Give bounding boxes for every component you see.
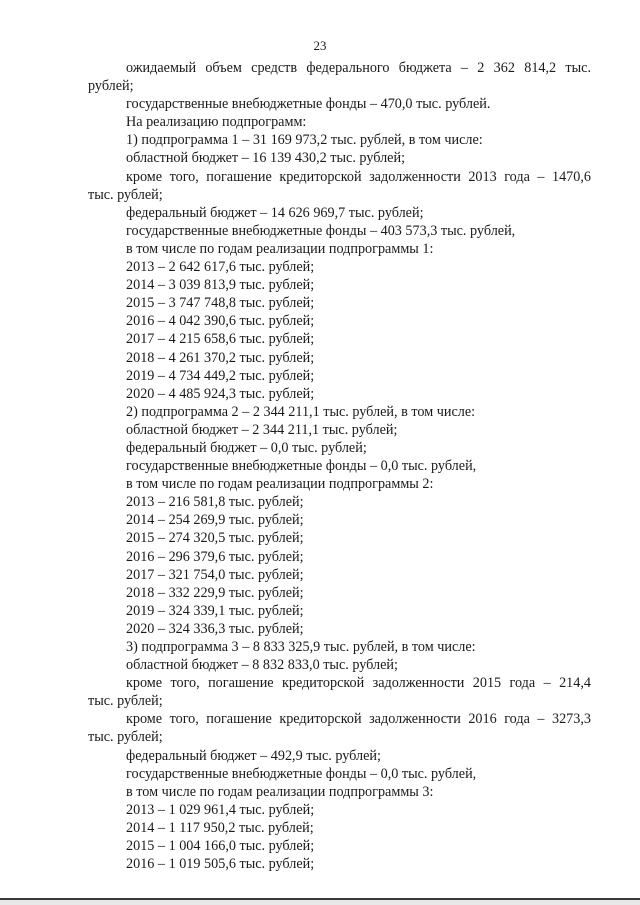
document-line: 2016 – 1 019 505,6 тыс. рублей; (126, 856, 315, 873)
document-line: тыс. рублей; (88, 693, 163, 710)
document-line: 2013 – 1 029 961,4 тыс. рублей; (126, 801, 315, 818)
document-line: кроме того, погашение кредиторской задолженности 2015 года – 214,4 (126, 675, 591, 692)
document-line: 2018 – 332 229,9 тыс. рублей; (126, 584, 304, 601)
document-line: в том числе по годам реализации подпрограммы 2: (126, 476, 434, 493)
document-body (88, 59, 591, 873)
document-line: федеральный бюджет – 14 626 969,7 тыс. рублей; (126, 204, 424, 221)
document-line: в том числе по годам реализации подпрограммы 1: (126, 240, 434, 257)
document-line: кроме того, погашение кредиторской задолженности 2013 года – 1470,6 (126, 168, 591, 185)
document-line: 3) подпрограмма 3 – 8 833 325,9 тыс. рублей, в том числе: (126, 639, 476, 655)
document-line: областной бюджет – 2 344 211,1 тыс. рублей; (126, 421, 398, 438)
page-bottom-edge (0, 900, 640, 905)
document-line: федеральный бюджет – 492,9 тыс. рублей; (126, 747, 381, 764)
document-line: областной бюджет – 8 832 833,0 тыс. рублей; (126, 657, 398, 674)
document-line: 2017 – 4 215 658,6 тыс. рублей; (126, 331, 315, 348)
document-line: 2016 – 4 042 390,6 тыс. рублей; (126, 313, 315, 330)
document-line: кроме того, погашение кредиторской задолженности 2016 года – 3273,3 (126, 711, 591, 728)
document-line: тыс. рублей; (88, 186, 163, 203)
document-line: ожидаемый объем средств федерального бюджета – 2 362 814,2 тыс. (126, 60, 591, 76)
document-line: 2018 – 4 261 370,2 тыс. рублей; (126, 349, 315, 366)
document-line: тыс. рублей; (88, 729, 163, 746)
document-line: государственные внебюджетные фонды – 0,0 тыс. рублей, (126, 765, 477, 782)
document-line: 2017 – 321 754,0 тыс. рублей; (126, 566, 304, 583)
document-line: областной бюджет – 16 139 430,2 тыс. рублей; (126, 150, 406, 167)
document-line: 2014 – 254 269,9 тыс. рублей; (126, 512, 304, 529)
document-line: 1) подпрограмма 1 – 31 169 973,2 тыс. рублей, в том числе: (126, 132, 483, 149)
document-line: в том числе по годам реализации подпрограммы 3: (126, 783, 434, 800)
document-line: 2014 – 1 117 950,2 тыс. рублей; (126, 819, 314, 836)
document-line: рублей; (88, 78, 134, 95)
document-line: 2016 – 296 379,6 тыс. рублей; (126, 548, 304, 565)
document-line: 2020 – 324 336,3 тыс. рублей; (126, 620, 304, 637)
document-line: 2015 – 274 320,5 тыс. рублей; (126, 530, 304, 547)
document-line: 2015 – 1 004 166,0 тыс. рублей; (126, 838, 315, 855)
document-line: государственные внебюджетные фонды – 403 573,3 тыс. рублей, (126, 222, 516, 239)
document-line: 2013 – 216 581,8 тыс. рублей; (126, 494, 304, 511)
document-line: государственные внебюджетные фонды – 470,0 тыс. рублей. (126, 96, 491, 113)
document-line: 2013 – 2 642 617,6 тыс. рублей; (126, 259, 315, 276)
document-line: 2) подпрограмма 2 – 2 344 211,1 тыс. рублей, в том числе: (126, 403, 476, 420)
document-line: 2019 – 324 339,1 тыс. рублей; (126, 602, 304, 619)
document-line: 2014 – 3 039 813,9 тыс. рублей; (126, 277, 315, 294)
document-line: 2015 – 3 747 748,8 тыс. рублей; (126, 295, 315, 312)
document-line: государственные внебюджетные фонды – 0,0 тыс. рублей, (126, 458, 477, 475)
document-line: федеральный бюджет – 0,0 тыс. рублей; (126, 439, 367, 456)
page-number: 23 (313, 38, 327, 53)
document-line: На реализацию подпрограмм: (126, 114, 307, 131)
document-line: 2020 – 4 485 924,3 тыс. рублей; (126, 385, 315, 402)
document-line: 2019 – 4 734 449,2 тыс. рублей; (126, 367, 315, 384)
